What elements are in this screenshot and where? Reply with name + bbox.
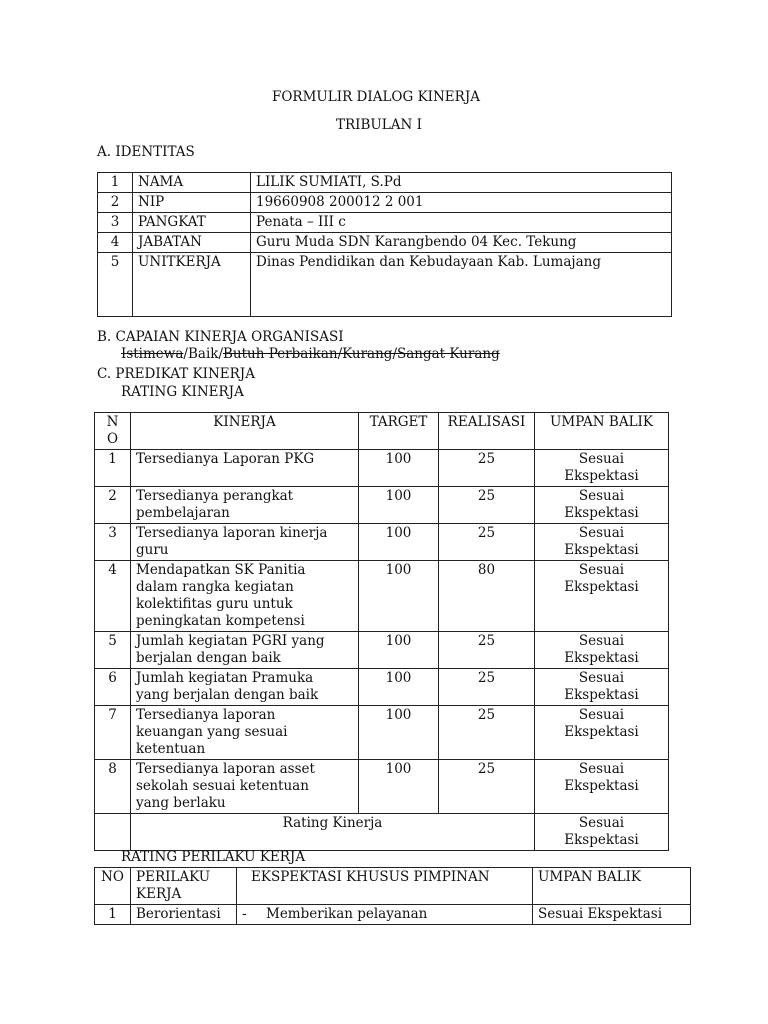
kinerja-row — [95, 487, 669, 524]
kinerja-row — [95, 632, 669, 669]
cell-line: Sesuai — [578, 815, 625, 831]
kinerja-desc — [131, 524, 359, 561]
kinerja-row — [95, 524, 669, 561]
cell-line: Sesuai — [578, 525, 625, 541]
ekspektasi-text: Memberikan pelayanan — [266, 906, 428, 922]
perilaku-ekspektasi — [237, 905, 533, 925]
perilaku-header-umpan: UMPAN BALIK — [533, 868, 691, 905]
section-b-heading: B. CAPAIAN KINERJA ORGANISASI — [97, 329, 344, 345]
perilaku-name: Berorientasi — [131, 905, 237, 925]
kinerja-realisasi: 25 — [439, 524, 535, 561]
form-subtitle: TRIBULAN I — [336, 117, 422, 133]
capaian-option: / — [183, 346, 188, 362]
kinerja-desc — [131, 706, 359, 760]
kinerja-realisasi: 25 — [439, 760, 535, 814]
identity-no: 1 — [98, 173, 133, 193]
cell-line: Ekspektasi — [564, 505, 639, 521]
capaian-options — [121, 346, 500, 363]
kinerja-desc — [131, 632, 359, 669]
cell-line: Tersedianya perangkat — [136, 488, 294, 504]
kinerja-umpan-balik — [535, 487, 669, 524]
perilaku-no: 1 — [95, 905, 131, 925]
perilaku-header-no: NO — [95, 868, 131, 905]
perilaku-umpan: Sesuai Ekspektasi — [533, 905, 691, 925]
kinerja-target: 100 — [359, 561, 439, 632]
header-realisasi: REALISASI — [439, 413, 535, 450]
cell-line: Sesuai — [578, 562, 625, 578]
rating-kinerja-heading: RATING KINERJA — [121, 384, 244, 400]
cell-line: Sesuai — [578, 451, 625, 467]
kinerja-no: 7 — [95, 706, 131, 760]
kinerja-no: 3 — [95, 524, 131, 561]
kinerja-no: 8 — [95, 760, 131, 814]
identity-no: 5 — [98, 253, 133, 317]
kinerja-target: 100 — [359, 632, 439, 669]
cell-line: Sesuai — [578, 707, 625, 723]
cell-line: Ekspektasi — [564, 468, 639, 484]
identity-label: PANGKAT — [133, 213, 251, 233]
identity-value: LILIK SUMIATI, S.Pd — [251, 173, 672, 193]
capaian-option: Butuh Perbaikan/Kurang/Sangat Kurang — [223, 346, 500, 362]
identity-label: JABATAN — [133, 233, 251, 253]
kinerja-no: 4 — [95, 561, 131, 632]
perilaku-header-perilaku: PERILAKU KERJA — [131, 868, 237, 905]
kinerja-umpan-balik — [535, 561, 669, 632]
identity-value: Penata – III c — [251, 213, 672, 233]
kinerja-target: 100 — [359, 669, 439, 706]
perilaku-header-ekspektasi: EKSPEKTASI KHUSUS PIMPINAN — [237, 868, 533, 905]
kinerja-header-row — [95, 413, 669, 450]
section-c-heading: C. PREDIKAT KINERJA — [97, 366, 255, 382]
kinerja-row — [95, 760, 669, 814]
kinerja-desc — [131, 561, 359, 632]
capaian-option: / — [218, 346, 223, 362]
kinerja-no: 2 — [95, 487, 131, 524]
identity-row — [98, 253, 672, 317]
rating-kinerja-label: Rating Kinerja — [131, 814, 535, 851]
cell-line: Mendapatkan SK Panitia — [136, 562, 306, 578]
kinerja-no: 5 — [95, 632, 131, 669]
cell-line: Ekspektasi — [564, 542, 639, 558]
cell-line: Sesuai — [578, 670, 625, 686]
cell-line: Tersedianya laporan — [136, 707, 276, 723]
cell-line: Ekspektasi — [564, 579, 639, 595]
identity-no: 2 — [98, 193, 133, 213]
kinerja-umpan-balik — [535, 524, 669, 561]
kinerja-target: 100 — [359, 760, 439, 814]
header-target: TARGET — [359, 413, 439, 450]
cell-line: yang berjalan dengan baik — [136, 687, 319, 703]
kinerja-row — [95, 669, 669, 706]
kinerja-realisasi: 25 — [439, 450, 535, 487]
kinerja-desc — [131, 760, 359, 814]
kinerja-target: 100 — [359, 487, 439, 524]
kinerja-desc — [131, 487, 359, 524]
capaian-option: Baik — [187, 346, 219, 362]
section-a-heading: A. IDENTITAS — [97, 144, 195, 160]
identity-label: UNITKERJA — [133, 253, 251, 317]
kinerja-realisasi: 25 — [439, 669, 535, 706]
identity-label: NIP — [133, 193, 251, 213]
cell-line: peningkatan kompetensi — [136, 613, 305, 629]
identity-value: Guru Muda SDN Karangbendo 04 Kec. Tekung — [251, 233, 672, 253]
cell-line: Ekspektasi — [564, 724, 639, 740]
cell-line: dalam rangka kegiatan — [136, 579, 294, 595]
identity-row — [98, 173, 672, 193]
cell-line: Tersedianya laporan asset — [136, 761, 315, 777]
cell-line: sekolah sesuai ketentuan — [136, 778, 309, 794]
header-umpan-balik: UMPAN BALIK — [535, 413, 669, 450]
identity-row — [98, 233, 672, 253]
cell-line: yang berlaku — [136, 795, 226, 811]
cell-line: guru — [136, 542, 169, 558]
kinerja-no: 1 — [95, 450, 131, 487]
rating-kinerja-empty — [95, 814, 131, 851]
kinerja-target: 100 — [359, 524, 439, 561]
kinerja-row — [95, 706, 669, 760]
kinerja-target: 100 — [359, 450, 439, 487]
cell-line: Tersedianya Laporan PKG — [136, 451, 315, 467]
perilaku-header-row — [95, 868, 691, 905]
identity-row — [98, 193, 672, 213]
kinerja-table — [94, 412, 669, 851]
header-kinerja: KINERJA — [131, 413, 359, 450]
identity-no: 4 — [98, 233, 133, 253]
perilaku-table — [94, 867, 691, 925]
cell-line: Ekspektasi — [564, 687, 639, 703]
kinerja-umpan-balik — [535, 669, 669, 706]
kinerja-target: 100 — [359, 706, 439, 760]
identity-label: NAMA — [133, 173, 251, 193]
cell-line: ketentuan — [136, 741, 206, 757]
kinerja-realisasi: 25 — [439, 632, 535, 669]
perilaku-heading: RATING PERILAKU KERJA — [121, 849, 306, 865]
form-title: FORMULIR DIALOG KINERJA — [272, 89, 480, 105]
rating-kinerja-row — [95, 814, 669, 851]
perilaku-row — [95, 905, 691, 925]
identity-table — [97, 172, 672, 317]
kinerja-umpan-balik — [535, 760, 669, 814]
rating-kinerja-umpan — [535, 814, 669, 851]
kinerja-realisasi: 25 — [439, 706, 535, 760]
cell-line: Sesuai — [578, 761, 625, 777]
identity-no: 3 — [98, 213, 133, 233]
identity-value: Dinas Pendidikan dan Kebudayaan Kab. Lumajang — [251, 253, 672, 317]
cell-line: kolektifitas guru untuk — [136, 596, 293, 612]
cell-line: Tersedianya laporan kinerja — [136, 525, 328, 541]
cell-line: Ekspektasi — [564, 778, 639, 794]
kinerja-realisasi: 25 — [439, 487, 535, 524]
cell-line: Jumlah kegiatan PGRI yang — [136, 633, 325, 649]
kinerja-row — [95, 561, 669, 632]
cell-line: Ekspektasi — [564, 832, 639, 848]
cell-line: Sesuai — [578, 633, 625, 649]
bullet-dash: - — [242, 906, 247, 922]
kinerja-umpan-balik — [535, 706, 669, 760]
cell-line: Jumlah kegiatan Pramuka — [136, 670, 314, 686]
kinerja-umpan-balik — [535, 632, 669, 669]
cell-line: berjalan dengan baik — [136, 650, 281, 666]
kinerja-row — [95, 450, 669, 487]
kinerja-desc — [131, 450, 359, 487]
kinerja-no: 6 — [95, 669, 131, 706]
header-no: N O — [95, 413, 131, 450]
identity-row — [98, 213, 672, 233]
cell-line: Sesuai — [578, 488, 625, 504]
identity-value: 19660908 200012 2 001 — [251, 193, 672, 213]
capaian-option: Istimewa — [121, 346, 184, 362]
cell-line: Ekspektasi — [564, 650, 639, 666]
cell-line: keuangan yang sesuai — [136, 724, 288, 740]
cell-line: pembelajaran — [136, 505, 230, 521]
kinerja-umpan-balik — [535, 450, 669, 487]
kinerja-realisasi: 80 — [439, 561, 535, 632]
kinerja-desc — [131, 669, 359, 706]
